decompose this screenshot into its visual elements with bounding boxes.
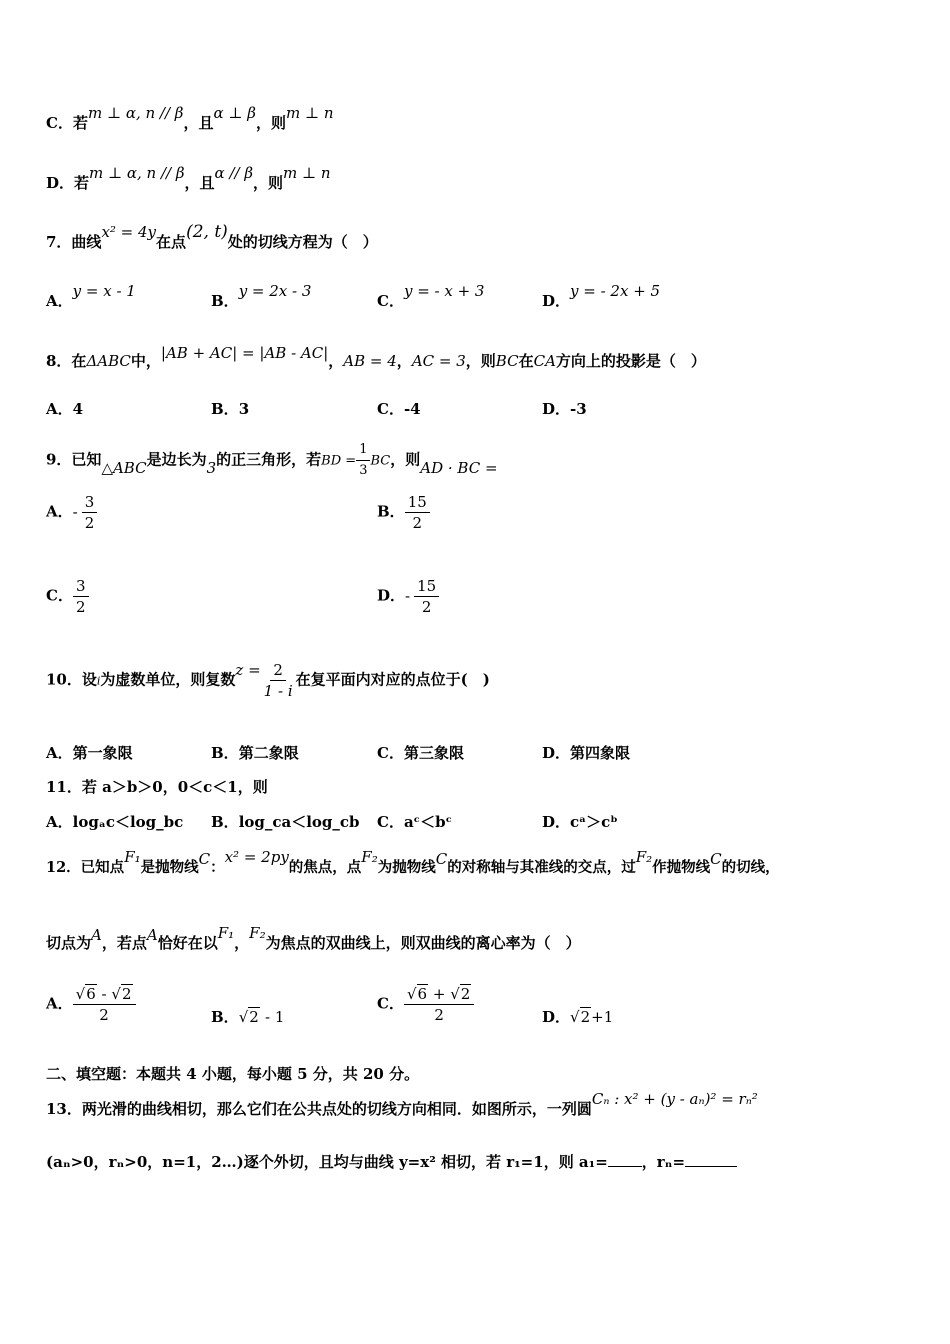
q11-option-b: B．log_ca＜log_cb: [211, 813, 360, 831]
math-expr: 3: [206, 458, 217, 477]
math-expr: C: [435, 850, 448, 868]
math-expr: m ⊥ α, n // β: [87, 104, 184, 122]
q8-option-a: A．4: [46, 400, 84, 418]
q6-option-d: D．若m ⊥ α, n // β，且α // β，则m ⊥ n: [46, 164, 331, 192]
math-expr: F₂: [249, 924, 266, 942]
math-expr: CA: [533, 352, 556, 370]
q9-option-d: D．- $\frac{15}{2}$: [377, 576, 439, 617]
q11-stem: 11．若 a＞b＞0，0＜c＜1，则: [46, 778, 268, 796]
math-expr: z =: [235, 660, 261, 679]
q7-stem: 7．曲线x² = 4y在点(2, t)处的切线方程为（ ）: [46, 222, 378, 251]
q7-option-b: B．y = 2x - 3: [211, 282, 312, 310]
math-expr: α ⊥ β: [213, 104, 256, 122]
math-expr: AD · BC =: [420, 458, 498, 477]
math-expr: BC: [495, 352, 519, 370]
fraction: $\frac{√6 + √2}{2}$: [404, 984, 474, 1025]
q11-option-a: A．logₐc＜log_bc: [46, 813, 184, 831]
q8-option-d: D．-3: [542, 400, 587, 418]
math-expr: y = - x + 3: [403, 282, 485, 300]
math-expr: α // β: [214, 164, 253, 182]
q12-stem-line1: 12．已知点F₁是抛物线C：x² = 2py的焦点，点F₂为抛物线C的对称轴与其准线的交点，过F₂作抛物线C的切线，: [46, 848, 780, 876]
fraction: $\frac{3}{2}$: [82, 492, 98, 533]
math-expr: y = x - 1: [72, 282, 136, 300]
q12-option-a: A． $\frac{√6 - √2}{2}$: [46, 984, 136, 1025]
section-2-heading: 二、填空题：本题共 4 小题，每小题 5 分，共 20 分。: [46, 1065, 420, 1083]
math-expr: AB = 4: [343, 352, 397, 370]
math-expr: x² = 4y: [101, 223, 157, 241]
q8-option-b: B．3: [211, 400, 250, 418]
math-expr: BC: [370, 453, 391, 469]
fraction: $\frac{3}{2}$: [73, 576, 89, 617]
q10-stem: 10．设i为虚数单位，则复数z = $\frac{2}{1 - i}$ 在复平面内对应的点位于( ): [46, 660, 490, 700]
answer-blank[interactable]: [685, 1166, 737, 1167]
math-expr: C: [710, 850, 722, 868]
q8-option-c: C．-4: [377, 400, 421, 418]
q9-option-b: B． $\frac{15}{2}$: [377, 492, 430, 533]
math-expr: A: [146, 926, 158, 944]
math-expr: BD =: [321, 453, 357, 469]
fraction: $\frac{15}{2}$: [405, 492, 430, 533]
q10-option-d: D．第四象限: [542, 744, 631, 762]
q12-option-d: D．√2+1: [542, 1008, 614, 1026]
q11-option-d: D．cᵃ＞cᵇ: [542, 813, 618, 831]
math-expr: |AB + AC| = |AB - AC|: [160, 344, 329, 362]
math-expr: i: [96, 674, 101, 688]
q12-option-c: C． $\frac{√6 + √2}{2}$: [377, 984, 474, 1025]
q7-option-a: A．y = x - 1: [46, 282, 136, 310]
math-expr: y = - 2x + 5: [570, 282, 661, 300]
math-expr: F₁: [217, 924, 235, 942]
math-expr: F₂: [635, 848, 653, 866]
answer-blank[interactable]: [608, 1166, 642, 1167]
q8-stem: 8．在ΔABC中，|AB + AC| = |AB - AC|，AB = 4，AC = 3，则BC在CA方向上的投影是（ ）: [46, 344, 706, 370]
math-expr: Cₙ : x² + (y - aₙ)² = rₙ²: [591, 1090, 758, 1108]
fraction: $\frac{√6 - √2}{2}$: [73, 984, 136, 1025]
q9-option-c: C． $\frac{3}{2}$: [46, 576, 89, 617]
math-expr: ΔABC: [86, 352, 131, 370]
q13-stem-line1: 13．两光滑的曲线相切，那么它们在公共点处的切线方向相同．如图所示，一列圆Cₙ : x² + (y - aₙ)² = rₙ²: [46, 1090, 758, 1118]
q10-option-c: C．第三象限: [377, 744, 464, 762]
fraction: $\frac{1}{3}$: [356, 440, 370, 481]
math-expr: m ⊥ α, n // β: [89, 164, 185, 182]
sqrt: √6: [406, 985, 428, 1003]
q9-stem: 9．已知△ABC是边长为3的正三角形，若BD = $\frac{1}{3}$ BC，则AD · BC =: [46, 440, 920, 481]
math-expr: △ABC: [101, 458, 147, 477]
math-expr: F₁: [124, 848, 141, 866]
math-expr: (2, t): [186, 222, 228, 242]
sqrt: √2: [450, 985, 471, 1003]
q11-option-c: C．aᶜ＜bᶜ: [377, 813, 452, 831]
sqrt: √2: [111, 985, 132, 1003]
q13-stem-line2: (aₙ>0，rₙ>0，n=1，2…)逐个外切，且均与曲线 y=x² 相切，若 r₁=1，则 a₁= ，rₙ=: [46, 1151, 920, 1172]
fraction: $\frac{2}{1 - i}$: [263, 661, 293, 700]
q7-option-d: D．y = - 2x + 5: [542, 282, 661, 310]
sqrt: √2: [570, 1008, 591, 1026]
sqrt: √2: [238, 1008, 259, 1026]
q9-option-a: A．- $\frac{3}{2}$: [46, 492, 97, 533]
math-expr: m ⊥ n: [283, 164, 331, 182]
math-expr: F₂: [361, 848, 378, 866]
sqrt: √6: [75, 985, 96, 1003]
math-expr: y = 2x - 3: [238, 282, 312, 300]
math-expr: A: [91, 926, 102, 944]
q10-option-a: A．第一象限: [46, 744, 133, 762]
math-expr: C: [198, 850, 211, 868]
q12-option-b: B．√2 - 1: [211, 1008, 285, 1026]
fraction: $\frac{15}{2}$: [414, 576, 439, 617]
math-expr: x² = 2py: [224, 848, 289, 866]
q12-stem-line2: 切点为A，若点A恰好在以F₁，F₂为焦点的双曲线上，则双曲线的离心率为（ ）: [46, 924, 581, 952]
q6-option-c: C．若m ⊥ α, n // β，且α ⊥ β，则m ⊥ n: [46, 104, 334, 132]
q10-option-b: B．第二象限: [211, 744, 299, 762]
math-expr: m ⊥ n: [285, 104, 334, 122]
math-expr: AC = 3: [411, 352, 466, 370]
q7-option-c: C．y = - x + 3: [377, 282, 485, 310]
